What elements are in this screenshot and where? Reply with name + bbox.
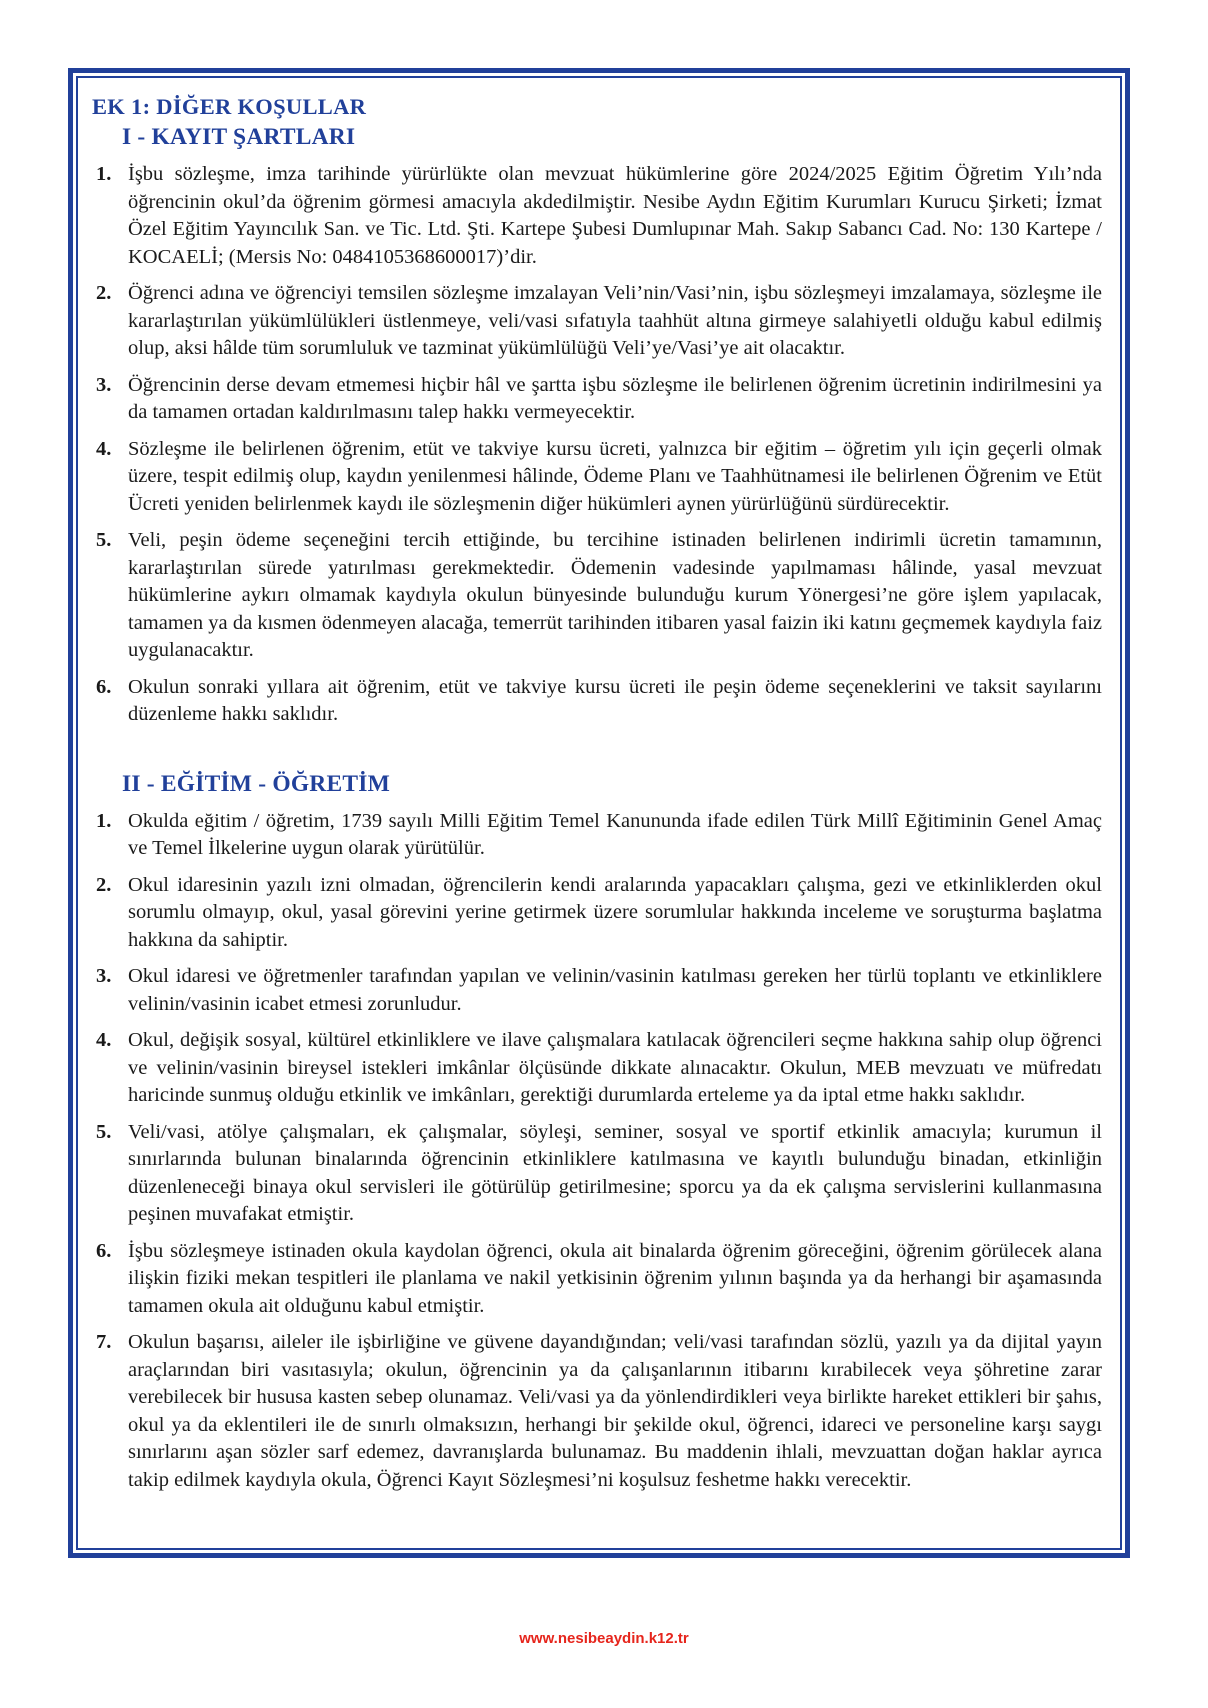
list-item [96, 1119, 1102, 1229]
list-item [96, 808, 1102, 863]
item-number: 3. [96, 373, 112, 396]
list-item [96, 963, 1102, 1018]
page-border-frame [68, 68, 1130, 1558]
list-item [96, 280, 1102, 363]
item-number: 2. [96, 873, 112, 896]
list-item [96, 372, 1102, 427]
item-text: İşbu sözleşme, imza tarihinde yürürlükte olan mevzuat hükümlerine göre 2024/2025 Eğitim Öğretim Yılı’nda öğrencinin okul’da öğrenim görmesi amacıyla akdedilmiştir. Nesibe Aydın Eğitim Kurumları Kurucu Şirketi; İzmat Özel Eğitim Yayıncılık San. ve Tic. Ltd. Şti. Kartepe Şubesi Dumlupınar Mah. Sakıp Sabancı Cad. No: 130 Kartepe / KOCAELİ; (Mersis No: 0484105368600017)’dir. [128, 163, 1102, 268]
item-text: Veli/vasi, atölye çalışmaları, ek çalışmalar, söyleşi, seminer, sosyal ve sportif etkinlik amacıyla; kurumun il sınırlarında bulunan binalarında öğrencinin etkinliklere katılmasına ve kayıtlı bulunduğu binadan, etkinliğin düzenleneceği binaya okul servisleri ile götürülüp getirilmesine; sporcu ya da ek çalışma servislerini kullanmasına peşinen muvafakat etmiştir. [128, 1120, 1102, 1225]
item-number: 2. [96, 282, 112, 304]
list-item [96, 872, 1102, 955]
item-text: Öğrencinin derse devam etmemesi hiçbir hâl ve şartta işbu sözleşme ile belirlenen öğrenim ücretinin indirilmesini ya da tamamen ortadan kaldırılmasını talep hakkı vermeyecektir. [128, 373, 1102, 423]
item-number: 5. [96, 1120, 112, 1143]
item-text: Sözleşme ile belirlenen öğrenim, etüt ve takviye kursu ücreti, yalnızca bir eğitim – öğretim yılı için geçerli olmak üzere, tespit edilmiş olup, kaydın yenilenmesi hâlinde, Ödeme Planı ve Taahhütnamesi ile belirlenen Öğrenim ve Etüt Ücreti yeniden belirlenmek kaydı ile sözleşmenin diğer hükümleri aynen yürürlüğünü sürdürecektir. [128, 437, 1102, 515]
item-text: Okul, değişik sosyal, kültürel etkinliklere ve ilave çalışmalara katılacak öğrencileri seçme hakkına sahip olup öğrenci ve velinin/vasinin bireysel istekleri imkânlar ölçüsünde dikkate alınacaktır. Okulun, MEB mevzuatı ve müfredatı haricinde sunmuş olduğu etkinlik ve imkânları, gerektiği durumlarda erteleme ya da iptal etme hakkı saklıdır. [128, 1029, 1102, 1106]
list-item [96, 1027, 1102, 1110]
item-text: Okul idaresi ve öğretmenler tarafından yapılan ve velinin/vasinin katılması gereken her türlü toplantı ve etkinliklere velinin/vasinin icabet etmesi zorunludur. [128, 965, 1102, 1015]
item-number: 1. [96, 809, 112, 832]
item-number: 6. [96, 675, 112, 698]
item-text: Okulun sonraki yıllara ait öğrenim, etüt ve takviye kursu ücreti ile peşin ödeme seçeneklerini ve taksit sayılarını düzenleme hakkı saklıdır. [128, 675, 1102, 725]
list-item [96, 1238, 1102, 1321]
item-number: 4. [96, 437, 112, 460]
document-title: EK 1: DİĞER KOŞULLAR [92, 94, 367, 119]
item-number: 6. [96, 1239, 112, 1262]
list-item [96, 527, 1102, 665]
list-item [96, 1329, 1102, 1494]
item-number: 1. [96, 163, 112, 185]
item-text: Okul idaresinin yazılı izni olmadan, öğrencilerin kendi aralarında yapacakları çalışma, gezi ve etkinliklerden okul sorumlu olmayıp, okul, yasal görevini yerine getirmek üzere sorumlular hakkında inceleme ve soruşturma başlatma hakkına da sahiptir. [128, 873, 1102, 951]
section-heading-egitim-ogretim: II - EĞİTİM - ÖĞRETİM [122, 770, 390, 797]
item-text: Öğrenci adına ve öğrenciyi temsilen sözleşme imzalayan Veli’nin/Vasi’nin, işbu sözleşmeyi imzalamaya, sözleşme ile kararlaştırılan yükümlülükleri üstlenmeye, veli/vasi sıfatıyla taahhüt altına girmeye salahiyetli olduğu kabul edilmiş olup, aksi hâlde tüm sorumluluk ve tazminat yükümlülüğü Veli’ye/Vasi’ye ait olacaktır. [128, 282, 1102, 359]
item-text: Veli, peşin ödeme seçeneğini tercih ettiğinde, bu tercihine istinaden belirlenen indirimli ücretin tamamının, kararlaştırılan sürede yatırılması gerekmektedir. Ödemenin vadesinde yapılmaması hâlinde, yasal mevzuat hükümlerine aykırı olmamak kaydıyla okulun bünyesinde bulunduğu kurum Yönergesi’ne göre işlem yapılacak, tamamen ya da kısmen ödenmeyen alacağa, temerrüt tarihinden itibaren yasal faizin iki katını geçmemek kaydıyla faiz uygulanacaktır. [128, 529, 1102, 661]
item-text: İşbu sözleşmeye istinaden okula kaydolan öğrenci, okula ait binalarda öğrenim göreceğini, öğrenim görülecek alana ilişkin fiziki mekan tespitleri ile planlama ve nakil yetkisinin öğrenim yılının başında ya da herhangi bir aşamasında tamamen okula ait olduğunu kabul etmiştir. [128, 1239, 1102, 1317]
item-number: 7. [96, 1331, 112, 1353]
item-number: 3. [96, 965, 112, 987]
section-heading-kayit-sartlari: I - KAYIT ŞARTLARI [122, 124, 356, 150]
list-item [96, 674, 1102, 729]
footer-website-url: www.nesibeaydin.k12.tr [519, 1630, 689, 1647]
item-text: Okulun başarısı, aileler ile işbirliğine ve güvene dayandığından; veli/vasi tarafından sözlü, yazılı ya da dijital yayın araçlarından biri vasıtasıyla; okulun, öğrencinin ya da çalışanlarının itibarını kırabilecek veya şöhretine zarar verebilecek bir hususa kasten sebep olunamaz. Veli/vasi ya da yönlendirdikleri veya birlikte hareket ettikleri bir şahıs, okul ya da eklentileri ile de sınırlı olmaksızın, herhangi bir şekilde okul, öğrenci, idareci ve personeline karşı saygı sınırlarını aşan sözler sarf edemez, davranışlarda bulunamaz. Bu maddenin ihlali, mevzuattan doğan haklar ayrıca takip edilmek kaydıyla okula, Öğrenci Kayıt Sözleşmesi’ni koşulsuz feshetme hakkı verecektir. [128, 1331, 1102, 1491]
page-border-inner [76, 76, 1122, 1550]
item-number: 5. [96, 529, 112, 551]
item-text: Okulda eğitim / öğretim, 1739 sayılı Milli Eğitim Temel Kanununda ifade edilen Türk Millî Eğitiminin Genel Amaç ve Temel İlkelerine uygun olarak yürütülür. [128, 809, 1102, 859]
list-item [96, 436, 1102, 519]
item-number: 4. [96, 1029, 112, 1051]
list-item [96, 161, 1102, 271]
